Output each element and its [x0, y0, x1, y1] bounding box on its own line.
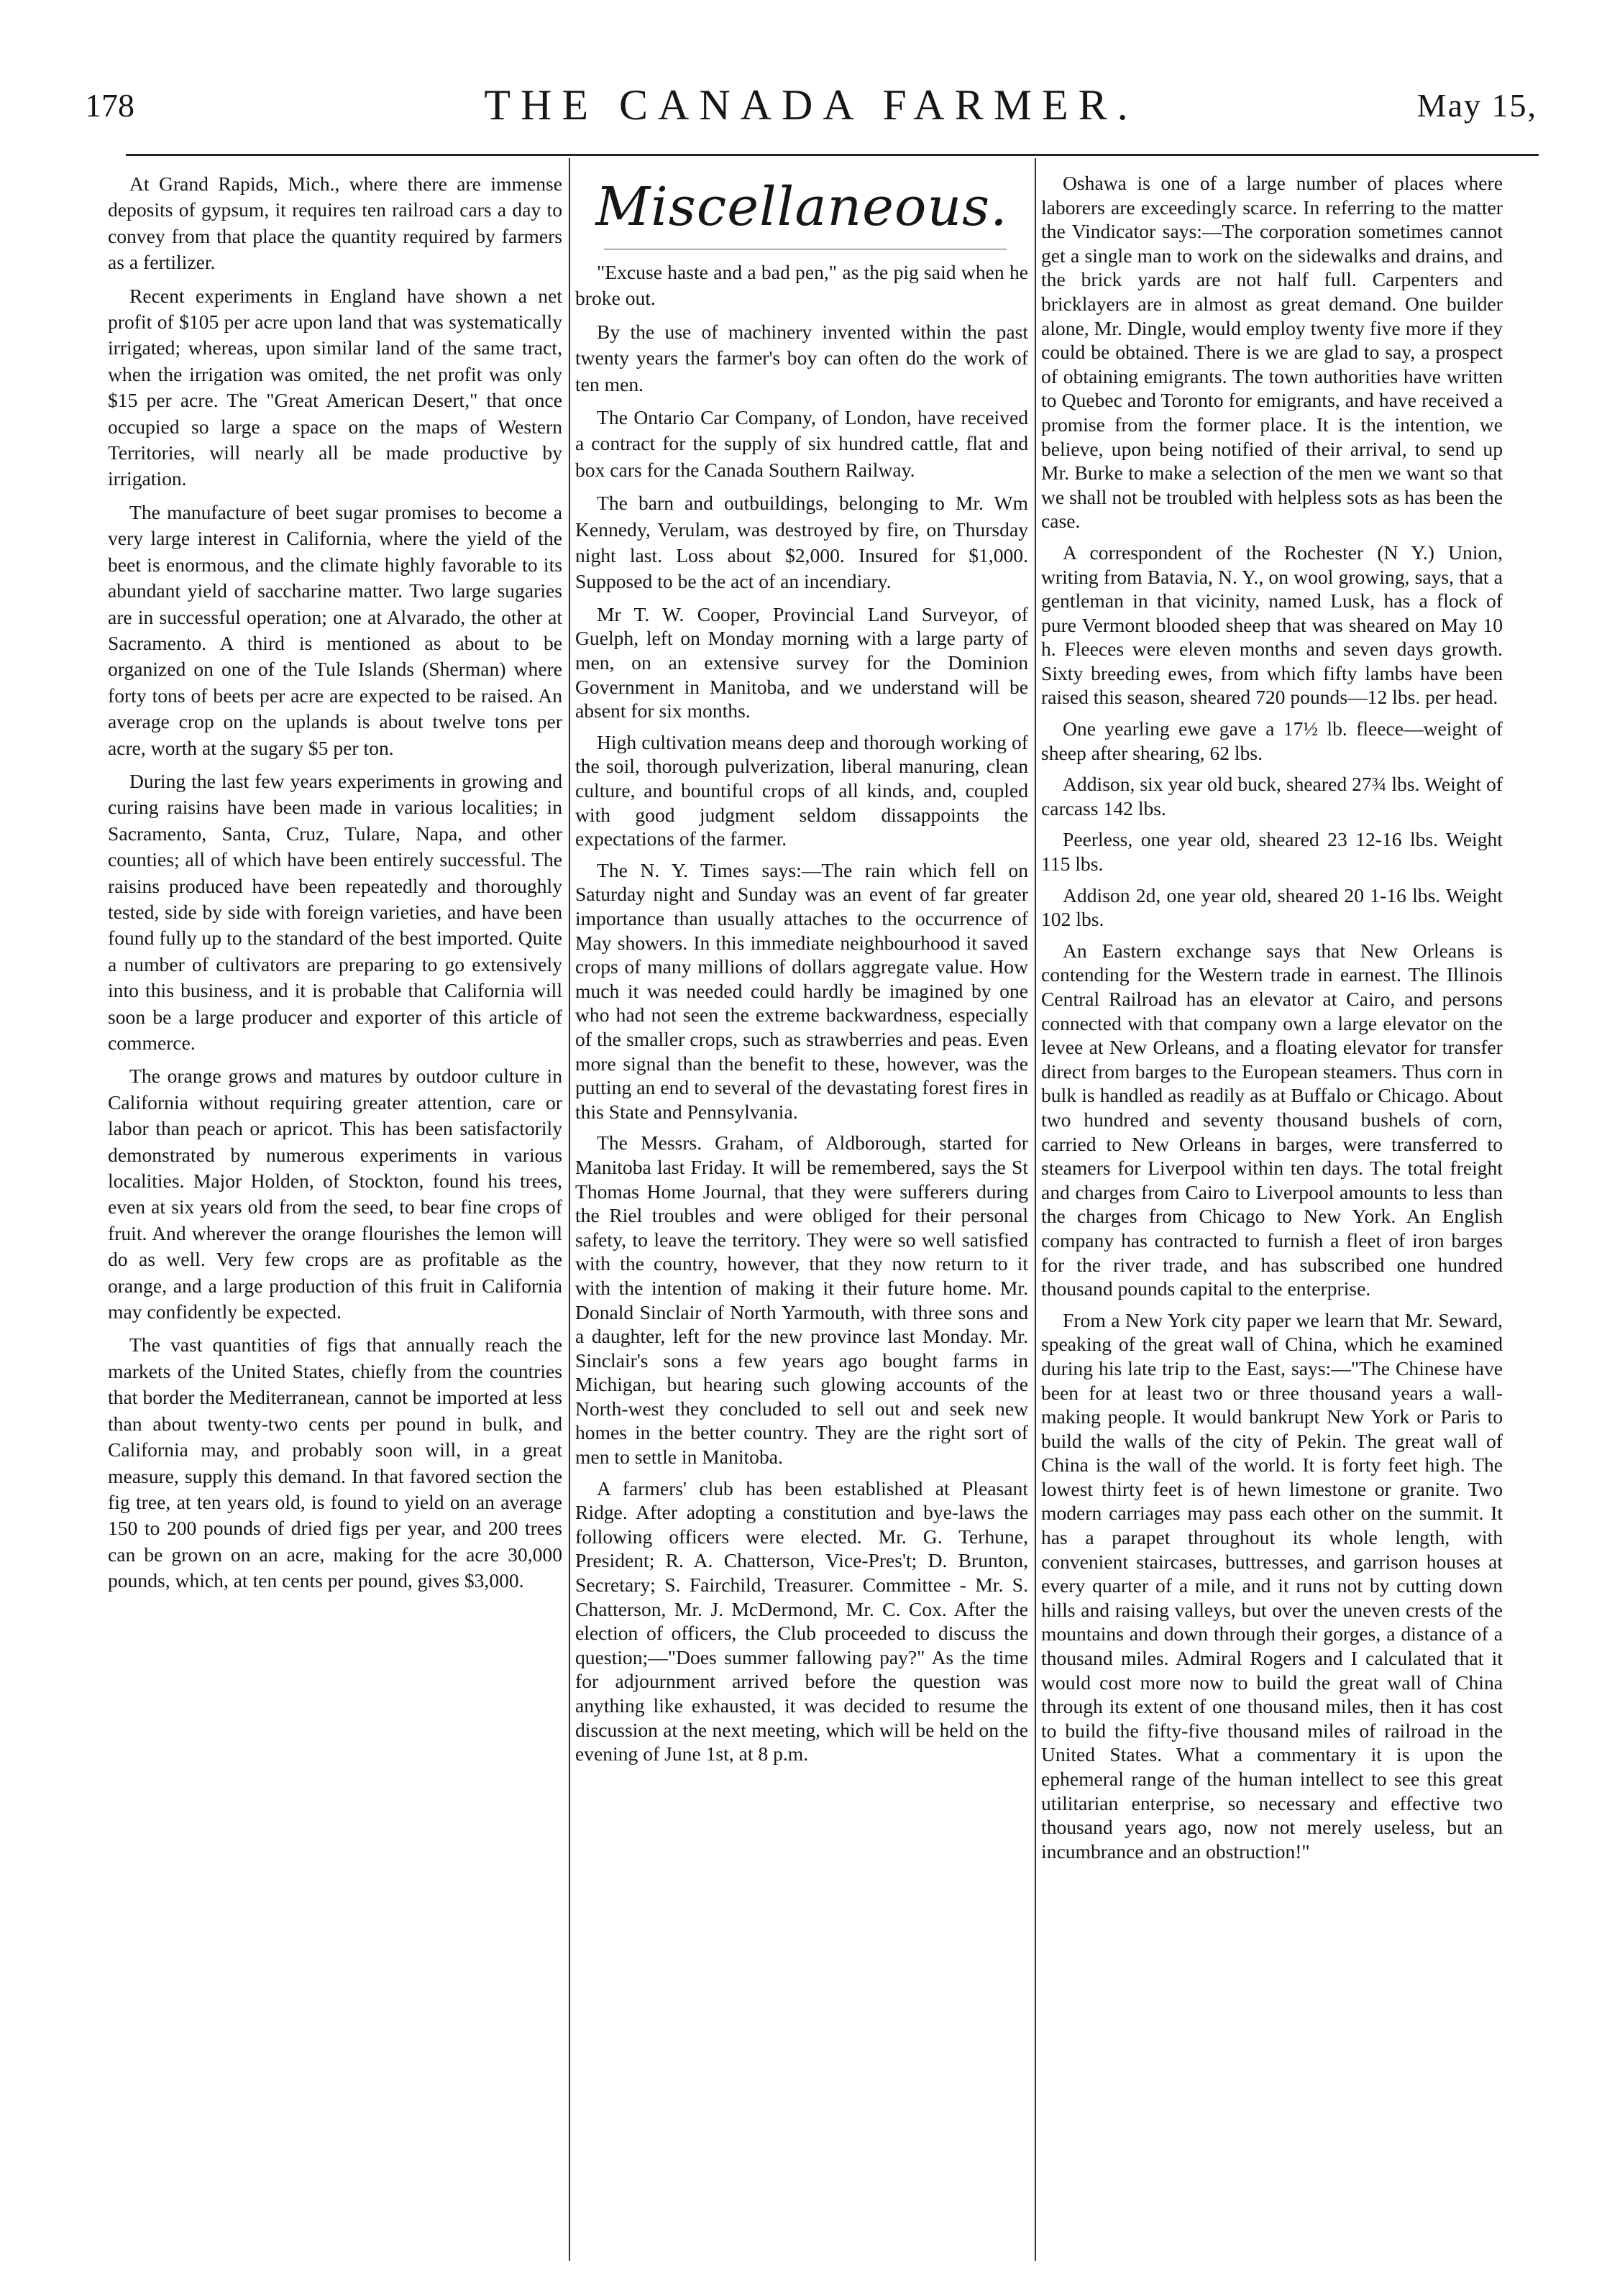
article-wool-addison: Addison, six year old buck, sheared 27¾ lbs. Weight of carcass 142 lbs. [1041, 773, 1503, 819]
article-wool-addison-2d: Addison 2d, one year old, sheared 20 1-16 lbs. Weight 102 lbs. [1041, 883, 1503, 931]
article-orange: The orange grows and matures by outdoor culture in California without requiring greater attention, care or labor than peach or apricot. This has been satisfactorily demonstrated by numerous experiments in various localities. Major Holden, of Stockton, found his trees, even at six years old from the seed, to bear fine crops of fruit. And wherever the orange flourishes the lemon will do as well. Very few crops are as profitable as the orange, and a large production of this fruit in California may confidently be expected. [108, 1065, 562, 1323]
article-gypsum: At Grand Rapids, Mich., where there are immense deposits of gypsum, it requires ten railroad cars a day to convey from that place the quantity required by farmers as a fertilizer. [108, 173, 562, 274]
masthead-title: THE CANADA FARMER. [484, 81, 1138, 129]
issue-date: May 15, [1416, 87, 1537, 124]
article-cultivation: High cultivation means deep and thorough working of the soil, thorough pulverization, liberal manuring, clean culture, and bountiful crops of all kinds, and, coupled with good judgment seldom dissappoints the expectations of the farmer. [575, 730, 1028, 850]
section-title: Miscellaneous. [595, 176, 1008, 238]
page-number: 178 [85, 87, 134, 124]
article-rain: The N. Y. Times says:—The rain which fell on Saturday night and Sunday was an event of far greater importance than usually attaches to the occurrence of May showers. In this immediate neighbourhood it saved crops of many millions of dollars aggregate value. How much it was needed could hardly be imagined by one who had not seen the extreme backwardness, especially of the smaller crops, such as strawberries and peas. Even more signal than the benefit to these, however, was the putting an end to several of the devastating forest fires in this State and Pennsylvania. [575, 858, 1028, 1123]
article-great-wall: From a New York city paper we learn that Mr. Seward, speaking of the great wall of China, which he examined during his late trip to the East, says:—"The Chinese have been for at least two or three thousand years a wall-making people. It would bankrupt New York or Paris to build the walls of the city of Pekin. The great wall of China is the wall of the world. It is forty feet high. The lowest thirty feet is of hewn limestone or granite. Two modern carriages may pass each other on the summit. It has a parapet throughout its whole length, with convenient staircases, buttresses, and garrison houses at every quarter of a mile, and it runs not by cutting down hills and raising valleys, but over the uneven crests of the mountains and down through their gorges, a distance of a thousand miles. Admiral Rogers and I calculated that it would cost more now to build the great wall of China through its extent of one thousand miles, then it has cost to build the fifty-five thousand miles of railroad in the United States. What a commentary it is upon the ephemeral range of the human intellect to see this great utilitarian enterprise, so necessary and effective two thousand years ago, now not merely useless, but an incumbrance and an obstruction!" [1041, 1308, 1503, 1863]
column-left [108, 171, 562, 2253]
article-wool-ewe: One yearling ewe gave a 17½ lb. fleece—weight of sheep after shearing, 62 lbs. [1041, 717, 1503, 764]
article-beet-sugar: The manufacture of beet sugar promises to become a very large interest in California, where the yield of the beet is enormous, and the climate highly favorable to its abundant yield of saccharine matter. Two large sugaries are in successful operation; one at Alvarado, the other at Sacramento. A third is mentioned as about to be organized on one of the Tule Islands (Sherman) where forty tons of beets per acre are expected to be raised. An average crop on the uplands is about twelve tons per acre, worth at the sugary $5 per ton. [108, 500, 562, 759]
article-excuse-haste: "Excuse haste and a bad pen," as the pig said when he broke out. [575, 261, 1028, 310]
column-middle [575, 171, 1028, 2253]
article-manitoba: The Messrs. Graham, of Aldborough, started for Manitoba last Friday. It will be remembered, says the St Thomas Home Journal, that they were sufferers during the Riel troubles and were obliged for their personal safety, to leave the territory. They were so well satisfied with the country, however, that they now return to it with the intention of making it their future home. Mr. Donald Sinclair of North Yarmouth, with three sons and a daughter, left for the new province last Monday. Mr. Sinclair's sons a few years ago bought farms in Michigan, but hearing such glowing accounts of the North-west they concluded to sell out and seek new homes in the better country. They are the right sort of men to settle in Manitoba. [575, 1131, 1028, 1469]
article-barn-fire: The barn and outbuildings, belonging to Mr. Wm Kennedy, Verulam, was destroyed by fire, on Thursday night last. Loss about $2,000. Insured for $1,000. Supposed to be the act of an incendiary. [575, 492, 1028, 593]
page-header [85, 81, 1537, 145]
column-rule-right [1035, 158, 1036, 2261]
article-raisins: During the last few years experiments in growing and curing raisins have been made in various localities; in Sacramento, Santa, Cruz, Tulare, Napa, and other counties; all of which have been entirely successful. The raisins produced have been repeatedly and thoroughly tested, side by side with foreign varieties, and have been found fully up to the standard of the best imported. Quite a number of cultivators are preparing to go extensively into this business, and it is probable that California will soon be a large producer and exporter of this article of commerce. [108, 769, 562, 1054]
article-figs: The vast quantities of figs that annually reach the markets of the United States, chiefly from the countries that border the Mediterranean, cannot be imported at less than about twenty-two cents per pound in bulk, and California may, and probably soon will, in a great measure, supply this demand. In that favored section the fig tree, at ten years old, is found to yield on an average 150 to 200 pounds of dried figs per year, and 200 trees can be grown on an acre, making for the acre 30,000 pounds, which, at ten cents per pound, gives $3,000. [108, 1333, 562, 1592]
column-right [1041, 171, 1503, 2253]
article-wool: A correspondent of the Rochester (N Y.) Union, writing from Batavia, N. Y., on wool growing, says, that a gentleman in that vicinity, named Lusk, has a flock of pure Vermont blooded sheep that was sheared on May 10 h. Fleeces were eleven months and seven days growth. Sixty breeding ewes, from which fifty lambs have been raised this season, sheared 720 pounds—12 lbs. per head. [1041, 541, 1503, 709]
article-farmers-club: A farmers' club has been established at Pleasant Ridge. After adopting a constitution and bye-laws the following officers were elected. Mr. G. Terhune, President; R. A. Chatterson, Vice-Pres't; D. Brunton, Secretary; S. Fairchild, Treasurer. Committee - Mr. S. Chatterson, Mr. J. McDermond, Mr. C. Cox. After the election of officers, the Club proceeded to discuss the question;—"Does summer fallowing pay?" As the time for adjournment arrived before the question was anything like exhausted, it was decided to resume the discussion at the next meeting, which will be held on the evening of June 1st, at 8 p.m. [575, 1477, 1028, 1765]
article-survey: Mr T. W. Cooper, Provincial Land Surveyor, of Guelph, left on Monday morning with a large party of men, on an extensive survey for the Dominion Government in Manitoba, and we understand will be absent for six months. [575, 602, 1028, 722]
article-irrigation: Recent experiments in England have shown a net profit of $105 per acre upon land that was systematically irrigated; whereas, upon similar land of the same tract, when the irrigation was omited, the net profit was only $15 per acre. The "Great American Desert," that once occupied so large a space on the maps of Western Territories, will nearly all be made productive by irrigation. [108, 284, 562, 490]
header-rule [126, 154, 1539, 156]
column-rule-left [569, 158, 570, 2261]
article-car-company: The Ontario Car Company, of London, have received a contract for the supply of six hundred cattle, flat and box cars for the Canada Southern Railway. [575, 406, 1028, 481]
article-wool-peerless: Peerless, one year old, sheared 23 12-16 lbs. Weight 115 lbs. [1041, 828, 1503, 876]
article-machinery: By the use of machinery invented within the past twenty years the farmer's boy can often do the work of ten men. [575, 320, 1028, 395]
article-oshawa: Oshawa is one of a large number of places where laborers are exceedingly scarce. In referring to the matter the Vindicator says:—The corporation sometimes cannot get a single man to work on the sidewalks and drains, and the brick yards are not half full. Carpenters and bricklayers are in almost as great demand. One builder alone, Mr. Dingle, would employ twenty five more if they could be obtained. There is we are glad to say, a prospect of obtaining emigrants. The town authorities have written to Quebec and Toronto for emigrants, and have received a promise from the former place. It is the intention, we believe, upon being notified of their arrival, to send up Mr. Burke to make a selection of the men we want so that we shall not be troubled with helpless sots as has been the case. [1041, 172, 1503, 533]
article-new-orleans: An Eastern exchange says that New Orleans is contending for the Western trade in earnest. The Illinois Central Railroad has an elevator at Cairo, and persons connected with that company own a large elevator on the levee at New Orleans, and a floating elevator for transfer direct from barges to the European steamers. Thus corn in bulk is handled as readily as at Buffalo or Chicago. About two hundred and seventy thousand bushels of corn, carried to New Orleans in barges, were transferred to steamers for Liverpool within ten days. The total freight and charges from Cairo to Liverpool amounts to less than the charges from Chicago to New York. An English company has contracted to furnish a fleet of iron barges for the river trade, and has subscribed one hundred thousand pounds capital to the enterprise. [1041, 939, 1503, 1300]
